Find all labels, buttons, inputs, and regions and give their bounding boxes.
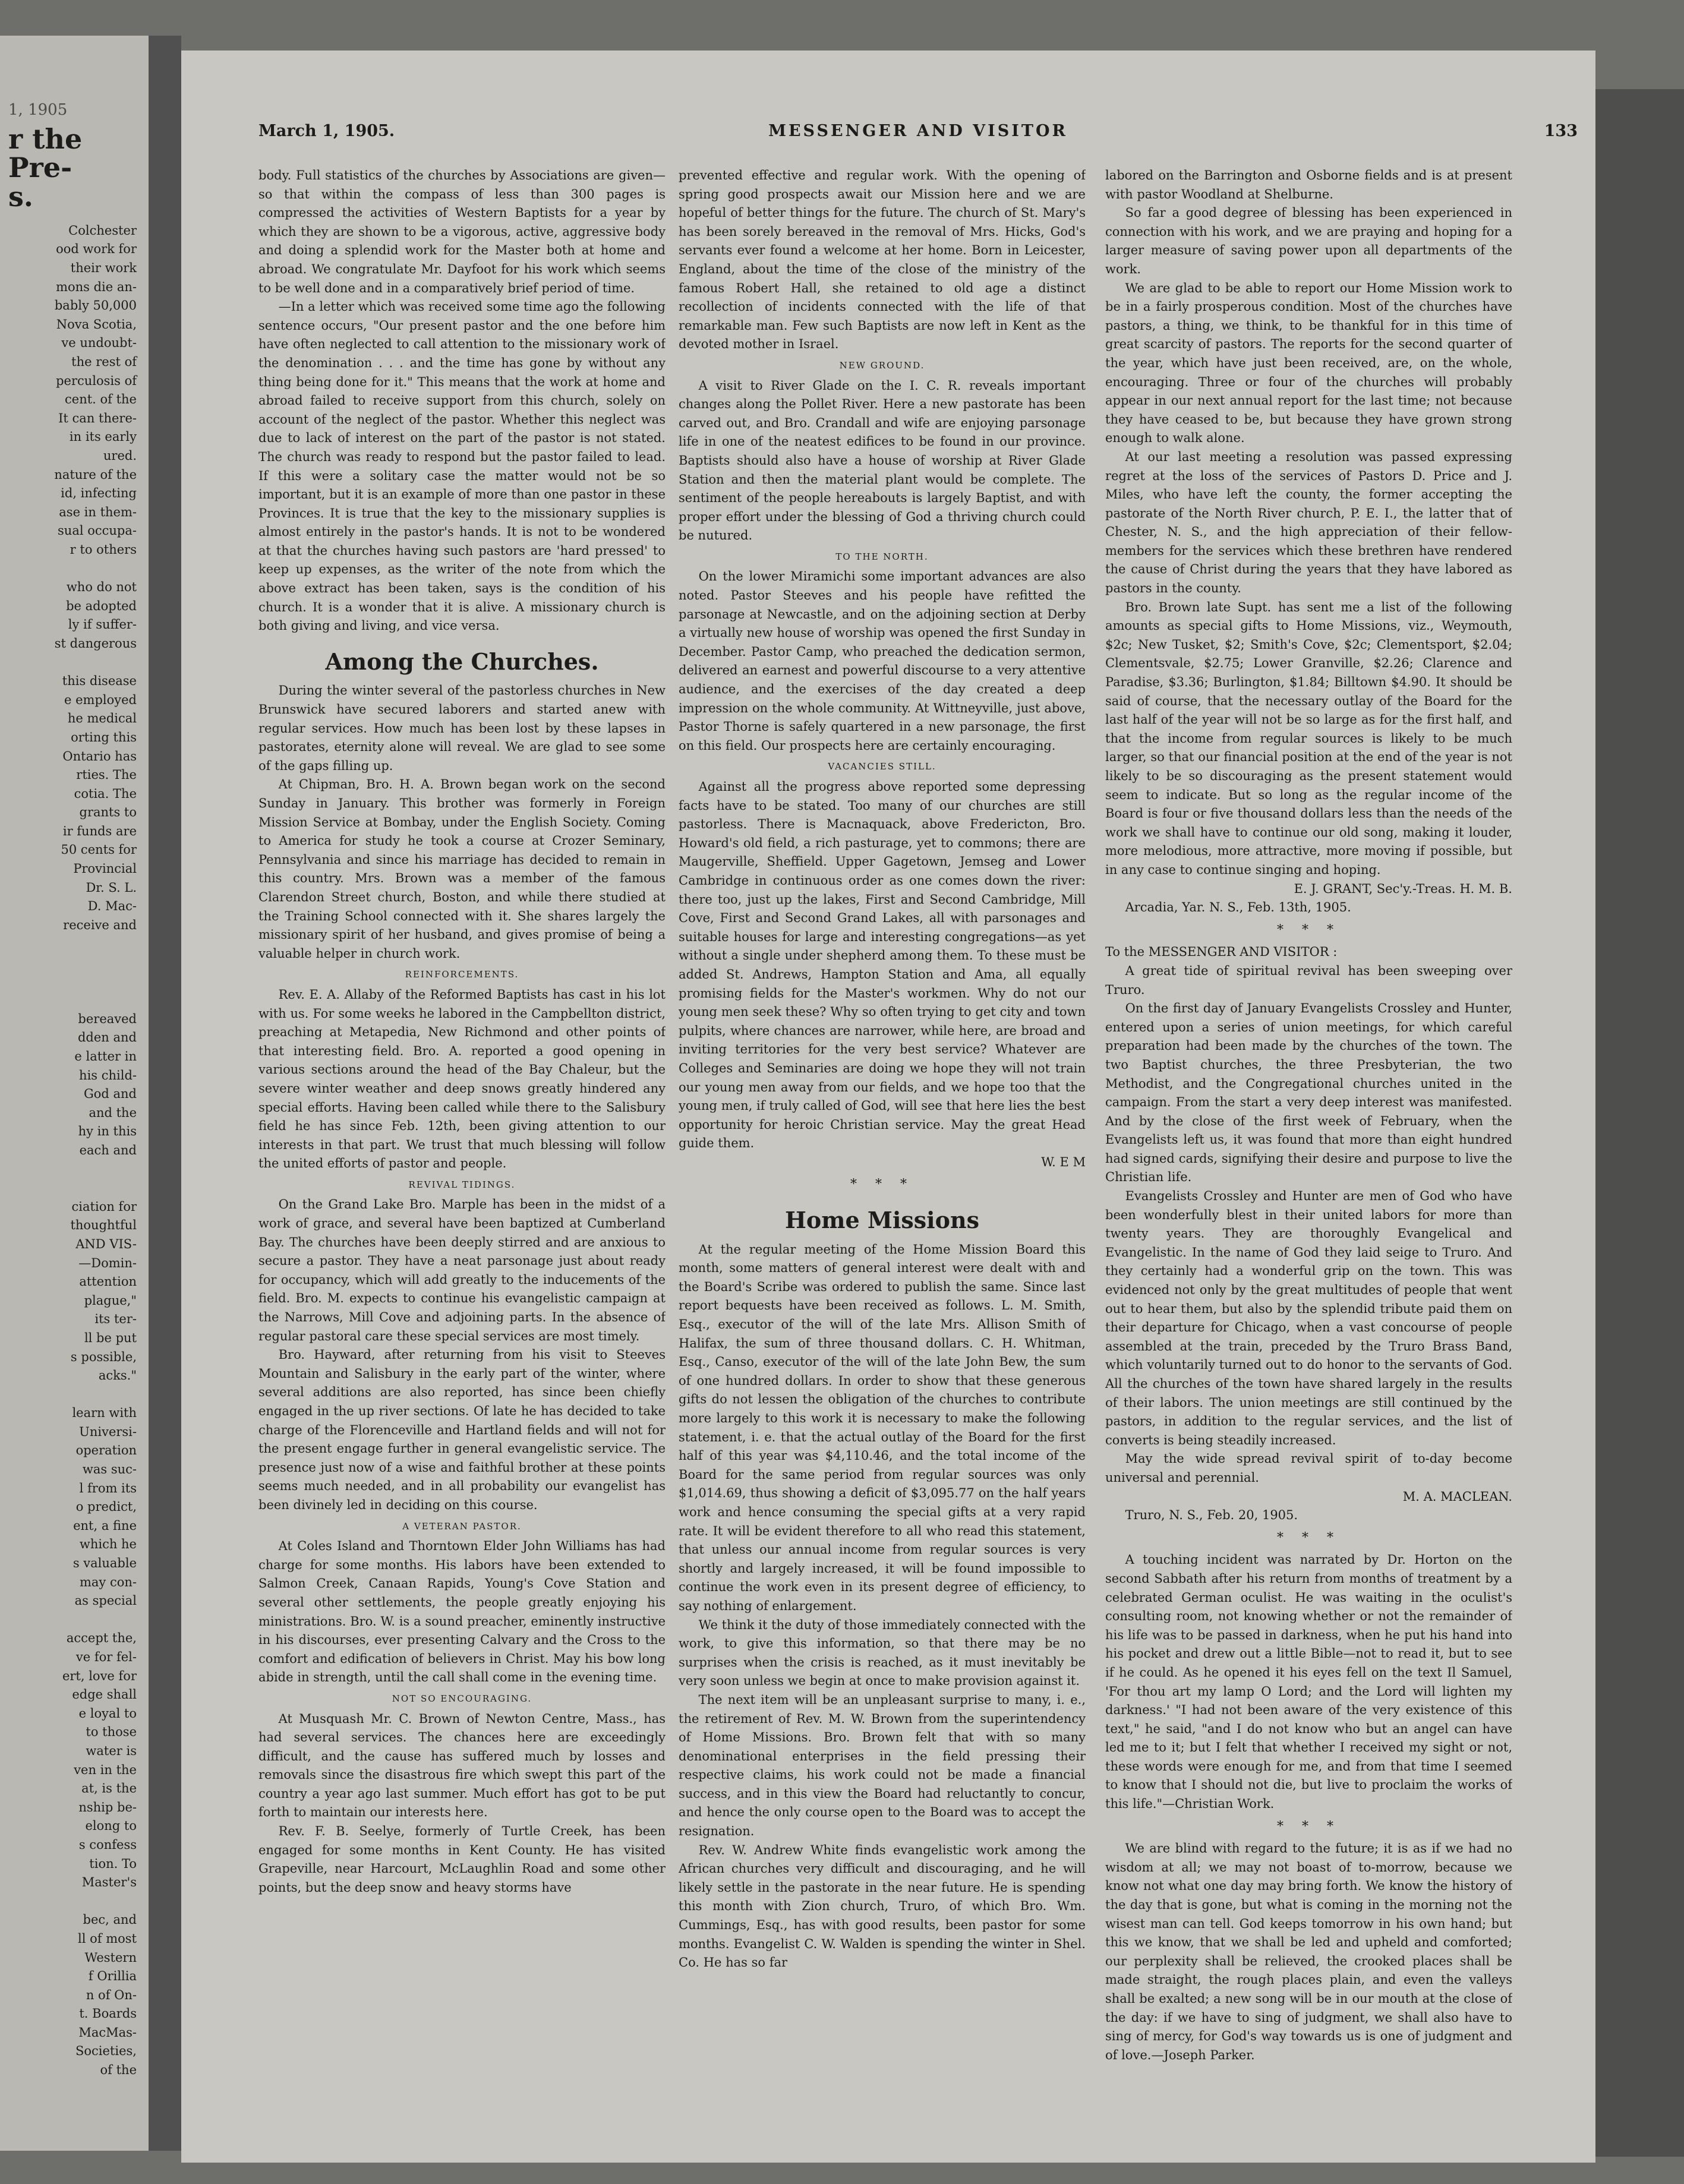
fragment-line: MacMas- [78,2025,137,2040]
fragment-line [0,1179,149,1198]
fragment-line: ase in them- [59,504,137,519]
paragraph: A great tide of spiritual revival has been sweeping over Truro. [1105,963,1512,997]
fragment-line: God and [83,1087,137,1102]
fragment-line: Provincial [73,861,137,876]
fragment-line: to those [86,1725,137,1740]
page-edge [1595,89,1684,2157]
salutation: To the MESSENGER AND VISITOR : [1105,945,1338,960]
fragment-line: r to others [70,542,137,557]
fragment-line: and the [89,1105,137,1120]
fragment-line: AND VIS- [75,1236,137,1251]
page-number: 133 [1544,122,1578,140]
paragraph: At the regular meeting of the Home Mission Board this month, some matters of general interest were dealt with and the Board's Scribe was ordered to publish the same. Since last report bequests have been received as follows. L. M. Smith, Esq., executor of the will of the late Mrs. Allison Smith of Halifax, the sum of three thousand dollars. C. H. Whitman, Esq., Canso, executor of the will of the late John Bew, the sum of one hundred dollars. In order to show that these generous gifts do not lessen the obligation of the churches to contribute more largely to this work it is necessary to make the following statement, i. e. that the actual outlay of the Board for the first half of this year was $4,110.46, and the total income of the Board for the same period from regular sources was only $1,014.69, thus showing a deficit of $3,095.77 on the half years work and hence consuming the special gifts at a very rapid rate. It will be evident therefore to all who read this statement, that unless our annual income from regular sources is very shortly and largely increased, it will be found impossible to continue the work even in its present degree of efficiency, to say nothing of enlargement. [679,1242,1086,1613]
fragment-line: e latter in [74,1049,137,1064]
fragment-line: elong to [85,1819,137,1833]
fragment-line: its ter- [94,1312,137,1327]
column-3 [1105,166,1512,2121]
fragment-line: bably 50,000 [54,298,137,313]
signature: E. J. GRANT, Sec'y.-Treas. H. M. B. [1294,881,1512,896]
fragment-line [0,1160,149,1179]
paragraph: —In a letter which was received some time ago the following sentence occurs, "Our present pastor and the one before him have often neglected to call attention to the missionary work of the denomination . . . and the time has gone by without any thing being done for it." This means that the work at home and abroad failed to receive support from this church, solely on account of the neglect of the pastor. Whether this neglect was due to lack of interest on the part of the pastor is not stated. The church was ready to respond but the pastor failed to lead. If this were a solitary case the matter would not be so important, but it is an example of more than one pastor in these Provinces. It is true that the key to the missionary supplies is almost entirely in the pastor's hands. It is not to be wondered at that the churches having such pastors are 'hard pressed' to keep up expenses, as the writer of the note from which the above extract has been taken, says is the condition of his church. It is a wonder that it is alive. A missionary church is both giving and living, and vice versa. [258,299,666,633]
fragment-line: accept the, [66,1631,137,1646]
paragraph: Bro. Brown late Supt. has sent me a list of the following amounts as special gifts to Home Missions, viz., Weymouth, $2c; New Tusket, $2; Smith's Cove, $2c; Clementsport, $2.04; Clementsvale, $2.75; Lower Granville, $2.26; Clarence and Paradise, $3.36; Burlington, $1.84; Billtown $4.90. It should be said of course, that the necessary outlay of the Board for the last half of the year will not be so large as for the first half, and that the income from regular sources is likely to be much larger, so that our financial position at the end of the year is not likely to be so discouraging as the present statement would seem to indicate. But so long as the regular income of the Board is four or five thousand dollars less than the needs of the work we shall have to continue our old song, making it louder, more melodious, more attractive, more moving if possible, but in any case to continue singing and hoping. [1105,599,1512,877]
fragment-line [0,1385,149,1405]
fragment-line: s valuable [72,1556,137,1571]
subheading: REVIVAL TIDINGS. [408,1179,516,1190]
paragraph: Rev. F. B. Seelye, formerly of Turtle Creek, has been engaged for some months in Kent County. He has visited Grapeville, near Harcourt, McLaughlin Road and some other points, but the deep snow and heavy storms have [258,1824,666,1895]
paragraph: May the wide spread revival spirit of to-day become universal and perennial. [1105,1451,1512,1485]
fragment-line: Universi- [79,1424,137,1439]
fragment-line: as special [74,1593,137,1608]
fragment-line: Western [84,1950,137,1965]
separator-stars: * * * [1277,922,1341,938]
fragment-line: l from its [79,1481,137,1495]
fragment-line: ood work for [56,242,137,257]
paragraph: The next item will be an unpleasant surprise to many, i. e., the retirement of Rev. M. W. Brown from the superintendency of Home Missions. Bro. Brown felt that with so many denominational enterprises in the field pressing their respective claims, his work could not be made a financial success, and in this view the Board had reluctantly to concur, and hence the only course open to the Board was to accept the resignation. [679,1692,1086,1839]
book-gutter [149,36,181,2151]
fragment-line: edge shall [72,1687,137,1702]
fragment-line: thoughtful [70,1218,137,1233]
separator-stars: * * * [1277,1819,1341,1834]
paragraph: At our last meeting a resolution was passed expressing regret at the loss of the services of Pastors D. Price and J. Miles, who have left the county, the former accepting the pastorate of the North River church, P. E. I., the latter that of Chester, N. S., and the high appreciation of their fellow-members for the services which these brethren have rendered the cause of Christ during the years that they have labored as pastors in the county. [1105,449,1512,596]
fragment-line: learn with [72,1406,137,1421]
subheading: NEW GROUND. [839,359,925,371]
fragment-line: receive and [63,917,137,932]
fragment-line: was suc- [82,1462,137,1477]
issue-date: March 1, 1905. [258,122,395,140]
fragment-line: may con- [80,1574,137,1589]
fragment-line: water is [86,1743,137,1758]
paragraph: At Coles Island and Thorntown Elder John Williams has had charge for some months. His labors have been extended to Salmon Creek, Canaan Rapids, Young's Cove Station and several other settlements, the people greatly enjoying his ministrations. Bro. W. is a sound preacher, eminently instructive in his discourses, ever presenting Calvary and the Cross to the comfort and edification of believers in Christ. May his bow long abide in strength, until the call shall come in the evening time. [258,1539,666,1685]
paragraph: During the winter several of the pastorless churches in New Brunswick have secured laborers and started anew with regular services. How much has been lost by these lapses in pastorates, eternity alone will reveal. We are glad to see some of the gaps filling up. [258,683,666,773]
fragment-line: n of On- [86,1987,137,2002]
fragment-line: their work [70,261,137,276]
paragraph: On the Grand Lake Bro. Marple has been in the midst of a work of grace, and several have been baptized at Cumberland Bay. The churches have been deeply stirred and are anxious to secure a pastor. They have a neat parsonage just about ready for occupancy, which will add greatly to the inducements of the field. Bro. M. expects to continue his evangelistic campaign at the Narrows, Mill Cove and adjoining parts. In the absence of regular pastoral care these special services are most timely. [258,1197,666,1343]
masthead [258,122,1578,155]
column-1 [258,166,666,2121]
fragment-line: Dr. S. L. [86,880,137,895]
paragraph: A touching incident was narrated by Dr. Horton on the second Sabbath after his return from months of treatment by a celebrated German oculist. He was waiting in the oculist's consulting room, not knowing whether or not the remainder of his life was to be passed in darkness, when he put his hand into his pocket and drew out a little Bible—not to read it, but to see if he could. As he opened it his eyes fell on the text Il Samuel, 'For thou art my lamp O Lord; and the Lord will lighten my darkness.' "I had not been aware of the very existence of this text," he said, "and I do not know who but an angel can have led me to it; but I felt that whether I received my sight or not, these words were enough for me, and from that time I seemed to know that I should not die, but live to proclaim the works of this life."—Christian Work. [1105,1552,1512,1811]
fragment-line: perculosis of [56,373,137,388]
fragment-line: grants to [79,805,137,820]
paragraph: We think it the duty of those immediately connected with the work, to give this information, so that there may be no surprises when the crisis is reached, as it must inevitably be very soon unless we begin at once to make provision against it. [679,1617,1086,1689]
fragment-line: at, is the [81,1781,137,1796]
section-title-among-the-churches: Among the Churches. [325,648,599,675]
fragment-line: who do not [66,580,137,595]
fragment-line: cent. of the [65,392,137,407]
fragment-line [0,654,149,673]
fragment-line: D. Mac- [87,899,137,914]
paragraph: prevented effective and regular work. With the opening of spring good prospects await our Mission here and we are hopeful of better things for the future. The church of St. Mary's has been sorely bereaved in the removal of Mrs. Hicks, God's servants ever found a welcome at her home. Born in Leicester, England, about the time of the close of the ministry of the famous Robert Hall, she retained to old age a distinct recollection of incidents connected with the life of that remarkable man. Few such Baptists are now left in Kent as the devoted mother in Israel. [679,168,1086,352]
fragment-line: dden and [77,1030,137,1045]
fragment-line: s possible, [70,1349,137,1364]
paragraph: Against all the progress above reported some depressing facts have to be stated. Too many of our churches are still pastorless. There is Macnaquack, above Fredericton, Bro. Howard's old field, a rich pasturage, yet to commons; there are Maugerville, Sheffield. Upper Gagetown, Jemseg and Lower Cambridge in continuous order as one comes down the river: there too, just up the lakes, First and Second Cambridge, Mill Cove, First and Second Grand Lakes, all with parsonages and suitable houses for large and interesting congregations—as yet without a single under shepherd among them. To these must be added St. Andrews, Hampton Station and Ama, all equally promising fields for the Master's workmen. Why do not our young men seek these? Why so often trying to get city and town pulpits, where chances are narrower, while here, are broad and inviting territories for the very best service? Whatever are Colleges and Seminaries are doing we hope they will not train our young men away from our fields, and we hope too that the young men, if truly called of God, will see that here lies the best opportunity for heroic Christian service. May the great Head guide them. [679,779,1086,1151]
fragment-line: his child- [79,1068,137,1082]
fragment-line: nship be- [78,1800,137,1814]
fragment-line: ured. [103,449,137,463]
fragment-line: Colchester [68,223,137,238]
separator-stars: * * * [1277,1530,1341,1545]
fragment-line [0,1892,149,1911]
fragment-line: bereaved [78,1011,137,1026]
fragment-line: e loyal to [78,1706,137,1721]
left-page-fragment [0,36,149,2151]
newspaper-page [181,51,1595,2163]
paragraph: Rev. E. A. Allaby of the Reformed Baptists has cast in his lot with us. For some weeks he labored in the Campbellton district, preaching at Metapedia, New Richmond and other points of that interesting field. Bro. A. reported a good opening in various sections around the head of the Bay Chaleur, but the severe winter weather and deep snows greatly hindered any special efforts. Having been called while there to the Salisbury field he has since Feb. 12th, been giving attention to our interests in that part. We trust that much blessing will follow the united efforts of pastor and people. [258,987,666,1171]
subheading: A VETERAN PASTOR. [402,1520,522,1532]
fragment-line: be adopted [66,598,137,613]
fragment-line: each and [79,1143,137,1157]
paragraph: labored on the Barrington and Osborne fields and is at present with pastor Woodland at Shelburne. [1105,168,1512,201]
paragraph: Evangelists Crossley and Hunter are men of God who have been wonderfully blest in their united labors for more than twenty years. They are thoroughly Evangelical and Evangelistic. In the name of God they laid seige to Truro. And they certainly had a wonderful grip on the town. This was evidenced not only by the great multitudes of people that went out to hear them, but also by the splendid tribute paid them on their departure for Chicago, when a vast concourse of people assembled at the train, preceded by the Truro Brass Band, which voluntarily turned out to do honor to the servants of God. All the churches of the town have shared largely in the results of their labors. The union meetings are still continued by the pastors, in addition to the regular services, and the list of converts is being steadily increased. [1105,1189,1512,1447]
fragment-line: hy in this [78,1124,137,1139]
subheading: NOT SO ENCOURAGING. [392,1693,532,1704]
fragment-line: sual occupa- [58,523,137,538]
paragraph: At Chipman, Bro. H. A. Brown began work on the second Sunday in January. This brother was formerly in Foreign Mission Service at Bombay, under the English Society. Coming to America for study he took a course at Crozer Seminary, Pennsylvania and since his marriage has decided to remain in this country. Mrs. Brown was a member of the famous Clarendon Street church, Boston, and while there studied at the Training School connected with it. She shares largely the missionary spirit of her husband, and gives promise of being a valuable helper in church work. [258,777,666,961]
fragment-line: Nova Scotia, [56,317,137,332]
signature: W. E M [1041,1154,1086,1169]
fragment-line: o predict, [75,1500,137,1514]
signature: M. A. MACLEAN. [1402,1489,1512,1504]
fragment-line: this disease [62,674,137,689]
fragment-line: ll be put [84,1330,137,1345]
dateline: Arcadia, Yar. N. S., Feb. 13th, 1905. [1125,900,1351,915]
fragment-line: ciation for [71,1199,137,1214]
fragment-line: he medical [67,711,137,726]
fragment-line: which he [79,1537,137,1552]
fragment-line: of the [100,2063,137,2078]
fragment-line: st dangerous [54,636,137,651]
left-page-headline: r the Pre- s. [8,123,83,213]
fragment-line: It can there- [58,411,137,425]
fragment-line: the rest of [71,355,137,370]
fragment-line: ert, love for [62,1668,137,1683]
fragment-line: orting this [71,730,137,744]
fragment-line: id, infecting [61,486,137,501]
fragment-line: Societies, [75,2044,137,2059]
fragment-line [0,954,149,973]
fragment-line: t. Boards [79,2006,137,2021]
fragment-line: 50 cents for [61,842,137,857]
dateline: Truro, N. S., Feb. 20, 1905. [1125,1508,1298,1523]
fragment-line: acks." [98,1368,137,1383]
paragraph: Bro. Hayward, after returning from his visit to Steeves Mountain and Salisbury in the early part of the winter, where several additions are also reported, has since been chiefly engaged in the up river sections. Of late he has decided to take charge of the Florenceville and Hartland fields and will not for the present engage further in general evangelistic service. The presence just now of a wise and faithful brother at these points seems much needed, and in all probability our evangelist has been divinely led in deciding on this course. [258,1347,666,1512]
fragment-line: in its early [69,430,137,444]
left-page-text [0,222,149,2080]
paragraph: On the first day of January Evangelists Crossley and Hunter, entered upon a series of union meetings, for which careful preparation had been made by the churches of the town. The two Baptist churches, the three Presbyterian, the two Methodist, and the Congregational churches united in the campaign. From the start a very deep interest was manifested. And by the close of the first week of February, when the Evangelists left us, it was found that more than eight hundred had signed cards, signifying their desire and purpose to live the Christian life. [1105,1001,1512,1185]
paragraph: Rev. W. Andrew White finds evangelistic work among the African churches very difficult and discouraging, and he will likely settle in the pastorate in the near future. He is spending this month with Zion church, Truro, of which Bro. Wm. Cummings, Esq., has with good results, been pastor for some months. Evangelist C. W. Walden is spending the winter in Shel. Co. He has so far [679,1842,1086,1970]
fragment-line: ven in the [74,1762,137,1777]
fragment-line: ve for fel- [75,1650,137,1665]
fragment-line: ll of most [78,1931,137,1946]
paragraph: body. Full statistics of the churches by Associations are given—so that within the compass of less than 300 pages is compressed the activities of Western Baptists for a year by which they are shown to be a vigorous, active, aggressive body and doing a splendid work for the Master both at home and abroad. We congratulate Mr. Dayfoot for his work which seems to be well done and in a comparatively brief period of time. [258,168,666,295]
newspaper-name: MESSENGER AND VISITOR [768,122,1068,140]
fragment-line: ir funds are [62,823,137,838]
fragment-line: mons die an- [56,279,137,294]
fragment-line [0,973,149,992]
subheading: REINFORCEMENTS. [405,969,519,980]
column-2 [679,166,1086,2121]
fragment-line: nature of the [54,467,137,482]
fragment-line: ly if suffer- [68,617,137,632]
fragment-line: s confess [78,1837,137,1852]
separator-stars: * * * [850,1177,914,1192]
fragment-line: tion. To [89,1856,137,1871]
paragraph: So far a good degree of blessing has been experienced in connection with his work, and we are praying and hoping for a larger measure of saving power upon all departments of the work. [1105,206,1512,276]
left-page-header: 1, 1905 [8,101,68,119]
fragment-line: operation [75,1443,137,1458]
fragment-line [0,935,149,954]
paragraph: We are blind with regard to the future; it is as if we had no wisdom at all; we may not boast of to-morrow, because we know not what one day may bring forth. We know the history of the day that is gone, but what is coming in the morning not the wisest man can tell. God keeps tomorrow in his own hand; but this we know, that we shall be led and upheld and comforted; our perplexity shall be relieved, the crooked places shall be made straight, the rough places plain, and even the valleys shall be exalted; a new song will be in our mouth at the close of the day: if we have to sing of judgment, we shall also have to sing of mercy, for God's way towards us is one of judgment and of love.—Joseph Parker. [1105,1841,1512,2062]
paragraph: A visit to River Glade on the I. C. R. reveals important changes along the Pollet River. Here a new pastorate has been carved out, and Bro. Crandall and wife are enjoying parsonage life in one of the neatest edifices to be found in our province. Baptists should also have a house of worship at River Glade Station and then the material plant would be complete. The sentiment of the people hereabouts is largely Baptist, and with proper effort under the blessing of God a thriving church could be nutured. [679,378,1086,543]
fragment-line: e employed [64,692,137,707]
fragment-line: rties. The [76,768,137,782]
fragment-line: ent, a fine [73,1518,137,1533]
fragment-line [0,1611,149,1630]
fragment-line: ve undoubt- [61,336,137,351]
fragment-line: Ontario has [62,749,137,763]
paragraph: On the lower Miramichi some important advances are also noted. Pastor Steeves and his people have refitted the parsonage at Newcastle, and on the adjoining section at Derby a virtually new house of worship was opened the first Sunday in December. Pastor Camp, who preached the dedication sermon, delivered an earnest and powerful discourse to a very attentive audience, and the exercises of the day created a deep impression on the whole community. At Wittneyville, just above, Pastor Thorne is safely quartered in a new parsonage, the first on this field. Our prospects here are certainly encouraging. [679,569,1086,753]
section-title-home-missions: Home Missions [785,1207,979,1234]
fragment-line: plague," [84,1293,137,1308]
fragment-line [0,991,149,1010]
subheading: TO THE NORTH. [835,551,929,562]
fragment-line: —Domin- [78,1255,137,1270]
paragraph: At Musquash Mr. C. Brown of Newton Centre, Mass., has had several services. The chances here are exceedingly difficult, and the cause has suffered much by losses and removals since the disastrous fire which swept this part of the country a year ago last summer. Much effort has got to be put forth to maintain our interests here. [258,1711,666,1820]
fragment-line: attention [79,1274,137,1289]
fragment-line: Master's [81,1875,137,1890]
subheading: VACANCIES STILL. [828,761,936,772]
paragraph: We are glad to be able to report our Home Mission work to be in a fairly prosperous condition. Most of the churches have pastors, a thing, we think, to be thankful for in this time of great scarcity of pastors. The reports for the second quarter of the year, which have just been received, are, on the whole, encouraging. Three or four of the churches will probably appear in our next annual report for the last time; not because they have ceased to be, but because they have grown strong enough to walk alone. [1105,280,1512,446]
fragment-line: bec, and [83,1912,137,1927]
fragment-line [0,560,149,579]
fragment-line: f Orillia [88,1969,137,1984]
fragment-line: cotia. The [74,786,137,801]
